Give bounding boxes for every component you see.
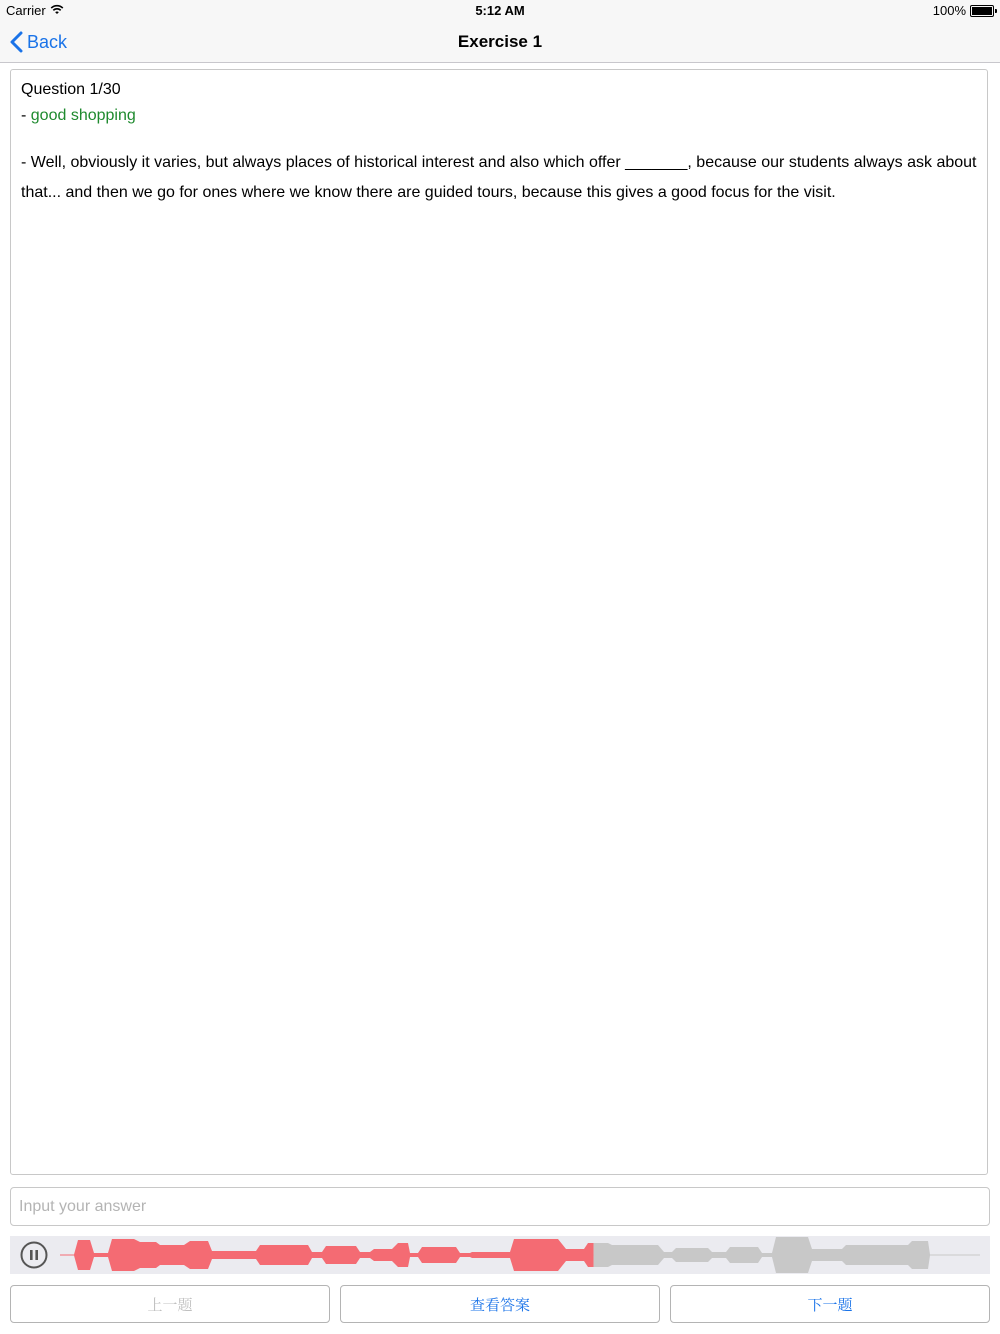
question-counter: Question 1/30: [21, 81, 121, 98]
waveform-played: [60, 1239, 594, 1271]
battery-percent: 100%: [932, 3, 966, 18]
hint-answer: good shopping: [30, 107, 136, 124]
show-answer-button[interactable]: 查看答案: [340, 1285, 660, 1323]
pause-button[interactable]: [20, 1241, 48, 1269]
passage-text: - Well, obviously it varies, but always places of historical interest and also which offer _______, because our students always ask about that... and then we go for ones where we know there are guided tours, because this gives a good focus for the visit.: [21, 154, 981, 201]
pause-icon: [20, 1241, 48, 1269]
back-label: Back: [27, 31, 68, 52]
previous-question-button[interactable]: 上一题: [10, 1285, 330, 1323]
hint-line: [21, 102, 977, 130]
navigation-bar: [0, 22, 1000, 63]
waveform-unplayed: [594, 1237, 980, 1273]
status-bar: [0, 0, 1000, 22]
audio-player: [10, 1236, 990, 1274]
page-title: Exercise 1: [457, 32, 543, 51]
hint-prefix: -: [21, 107, 31, 124]
next-question-button[interactable]: 下一题: [670, 1285, 990, 1323]
answer-input[interactable]: [10, 1187, 990, 1226]
status-battery: [933, 3, 994, 18]
question-panel: [10, 69, 988, 1175]
status-time: 5:12 AM: [475, 3, 525, 18]
audio-waveform[interactable]: [60, 1236, 980, 1274]
battery-icon: [970, 5, 994, 17]
carrier-label: Carrier: [6, 3, 46, 18]
